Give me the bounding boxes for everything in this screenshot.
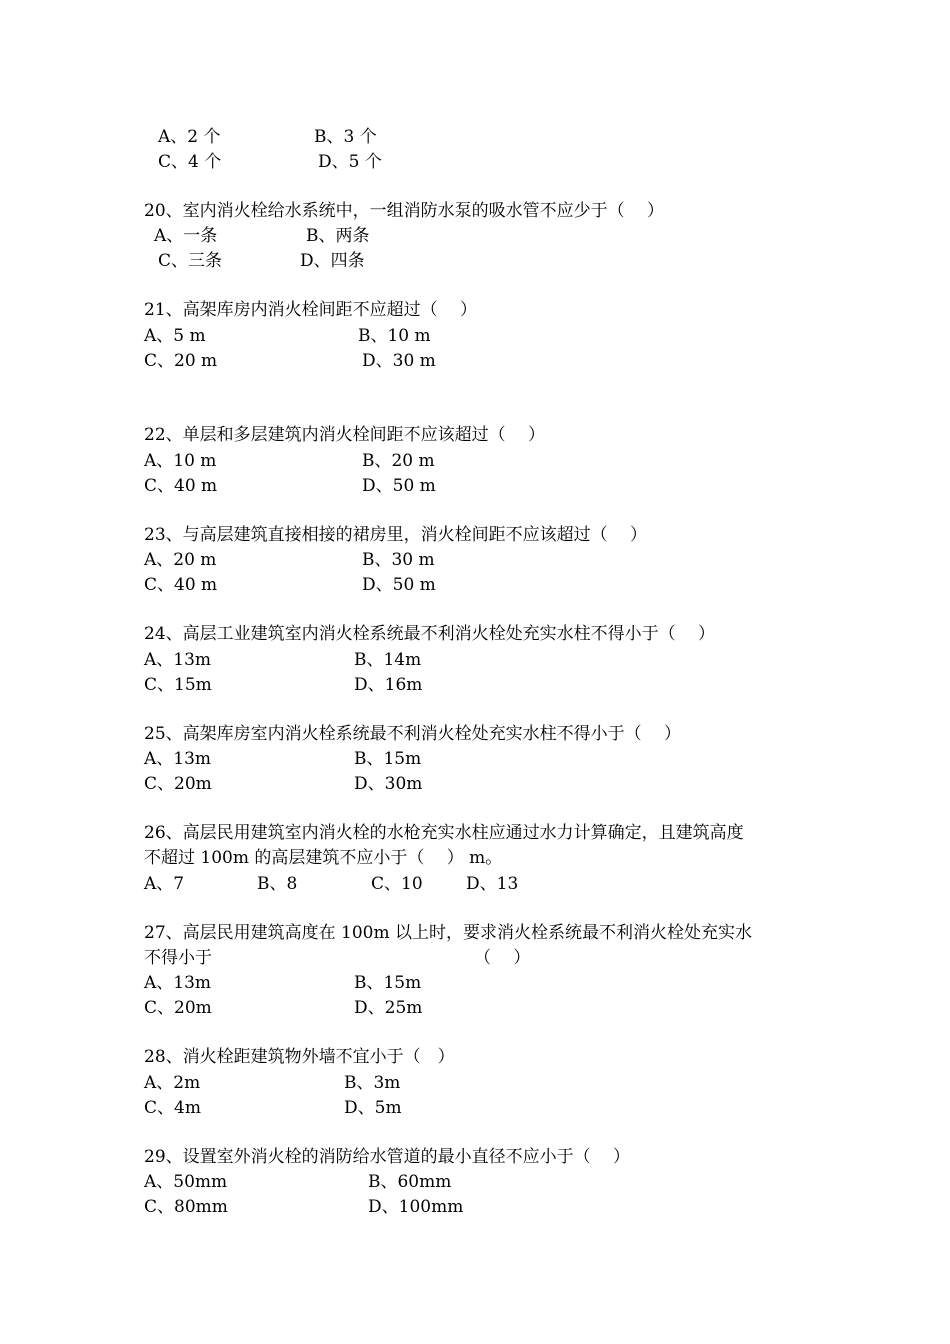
q24-question: 24、高层工业建筑室内消火栓系统最不利消火栓处充实水柱不得小于（ ） (144, 624, 716, 644)
q27-option-b: B、15m (354, 973, 422, 993)
q21-option-a: A、5 m (144, 326, 206, 346)
q24-option-b: B、14m (354, 650, 422, 670)
q28-option-a: A、2m (144, 1073, 201, 1093)
q20-question: 20、室内消火栓给水系统中，一组消防水泵的吸水管不应少于（ ） (144, 201, 665, 221)
q19-option-b: B、3 个 (314, 127, 377, 147)
q29-option-c: C、80mm (144, 1197, 228, 1217)
q19-option-c: C、4 个 (158, 152, 222, 172)
q28-option-b: B、3m (344, 1073, 401, 1093)
q27-question-line-2: 不得小于 (144, 948, 212, 968)
q27-option-a: A、13m (144, 973, 212, 993)
q26-question-line-2: 不超过 100m 的高层建筑不应小于（ ） m。 (144, 848, 503, 868)
q21-question: 21、高架库房内消火栓间距不应超过（ ） (144, 300, 478, 320)
q27-question-line-1: 27、高层民用建筑高度在 100m 以上时，要求消火栓系统最不利消火栓处充实水 (144, 923, 753, 943)
q23-option-c: C、40 m (144, 575, 218, 595)
q23-option-a: A、20 m (144, 550, 217, 570)
q22-option-a: A、10 m (144, 451, 217, 471)
q20-option-b: B、两条 (306, 226, 370, 246)
q26-option-b: B、8 (257, 874, 298, 894)
q25-option-a: A、13m (144, 749, 212, 769)
q23-option-d: D、50 m (362, 575, 436, 595)
q19-option-d: D、5 个 (318, 152, 382, 172)
q28-question: 28、消火栓距建筑物外墙不宜小于（ ） (144, 1047, 455, 1067)
q25-option-c: C、20m (144, 774, 212, 794)
q26-option-c: C、10 (371, 874, 423, 894)
q29-option-d: D、100mm (368, 1197, 464, 1217)
q29-option-a: A、50mm (144, 1172, 228, 1192)
q27-option-c: C、20m (144, 998, 212, 1018)
q26-option-d: D、13 (466, 874, 519, 894)
q27-answer-paren: （ ） (474, 948, 531, 968)
q21-option-b: B、10 m (358, 326, 431, 346)
q24-option-a: A、13m (144, 650, 212, 670)
q21-option-d: D、30 m (362, 351, 436, 371)
q22-option-c: C、40 m (144, 476, 218, 496)
q19-option-a: A、2 个 (158, 127, 221, 147)
q24-option-d: D、16m (354, 675, 423, 695)
q20-option-c: C、三条 (158, 251, 223, 271)
q25-question: 25、高架库房室内消火栓系统最不利消火栓处充实水柱不得小于（ ） (144, 724, 682, 744)
q25-option-d: D、30m (354, 774, 423, 794)
q29-option-b: B、60mm (368, 1172, 452, 1192)
q20-option-a: A、一条 (154, 226, 218, 246)
q28-option-d: D、5m (344, 1098, 402, 1118)
q29-question: 29、设置室外消火栓的消防给水管道的最小直径不应小于（ ） (144, 1147, 631, 1167)
q21-option-c: C、20 m (144, 351, 218, 371)
q20-option-d: D、四条 (300, 251, 365, 271)
q28-option-c: C、4m (144, 1098, 201, 1118)
q23-question: 23、与高层建筑直接相接的裙房里，消火栓间距不应该超过（ ） (144, 525, 648, 545)
q25-option-b: B、15m (354, 749, 422, 769)
q22-option-d: D、50 m (362, 476, 436, 496)
q22-question: 22、单层和多层建筑内消火栓间距不应该超过（ ） (144, 425, 546, 445)
q22-option-b: B、20 m (362, 451, 435, 471)
q26-question-line-1: 26、高层民用建筑室内消火栓的水枪充实水柱应通过水力计算确定，且建筑高度 (144, 823, 744, 843)
q24-option-c: C、15m (144, 675, 212, 695)
q23-option-b: B、30 m (362, 550, 435, 570)
q27-option-d: D、25m (354, 998, 423, 1018)
q26-option-a: A、7 (144, 874, 185, 894)
